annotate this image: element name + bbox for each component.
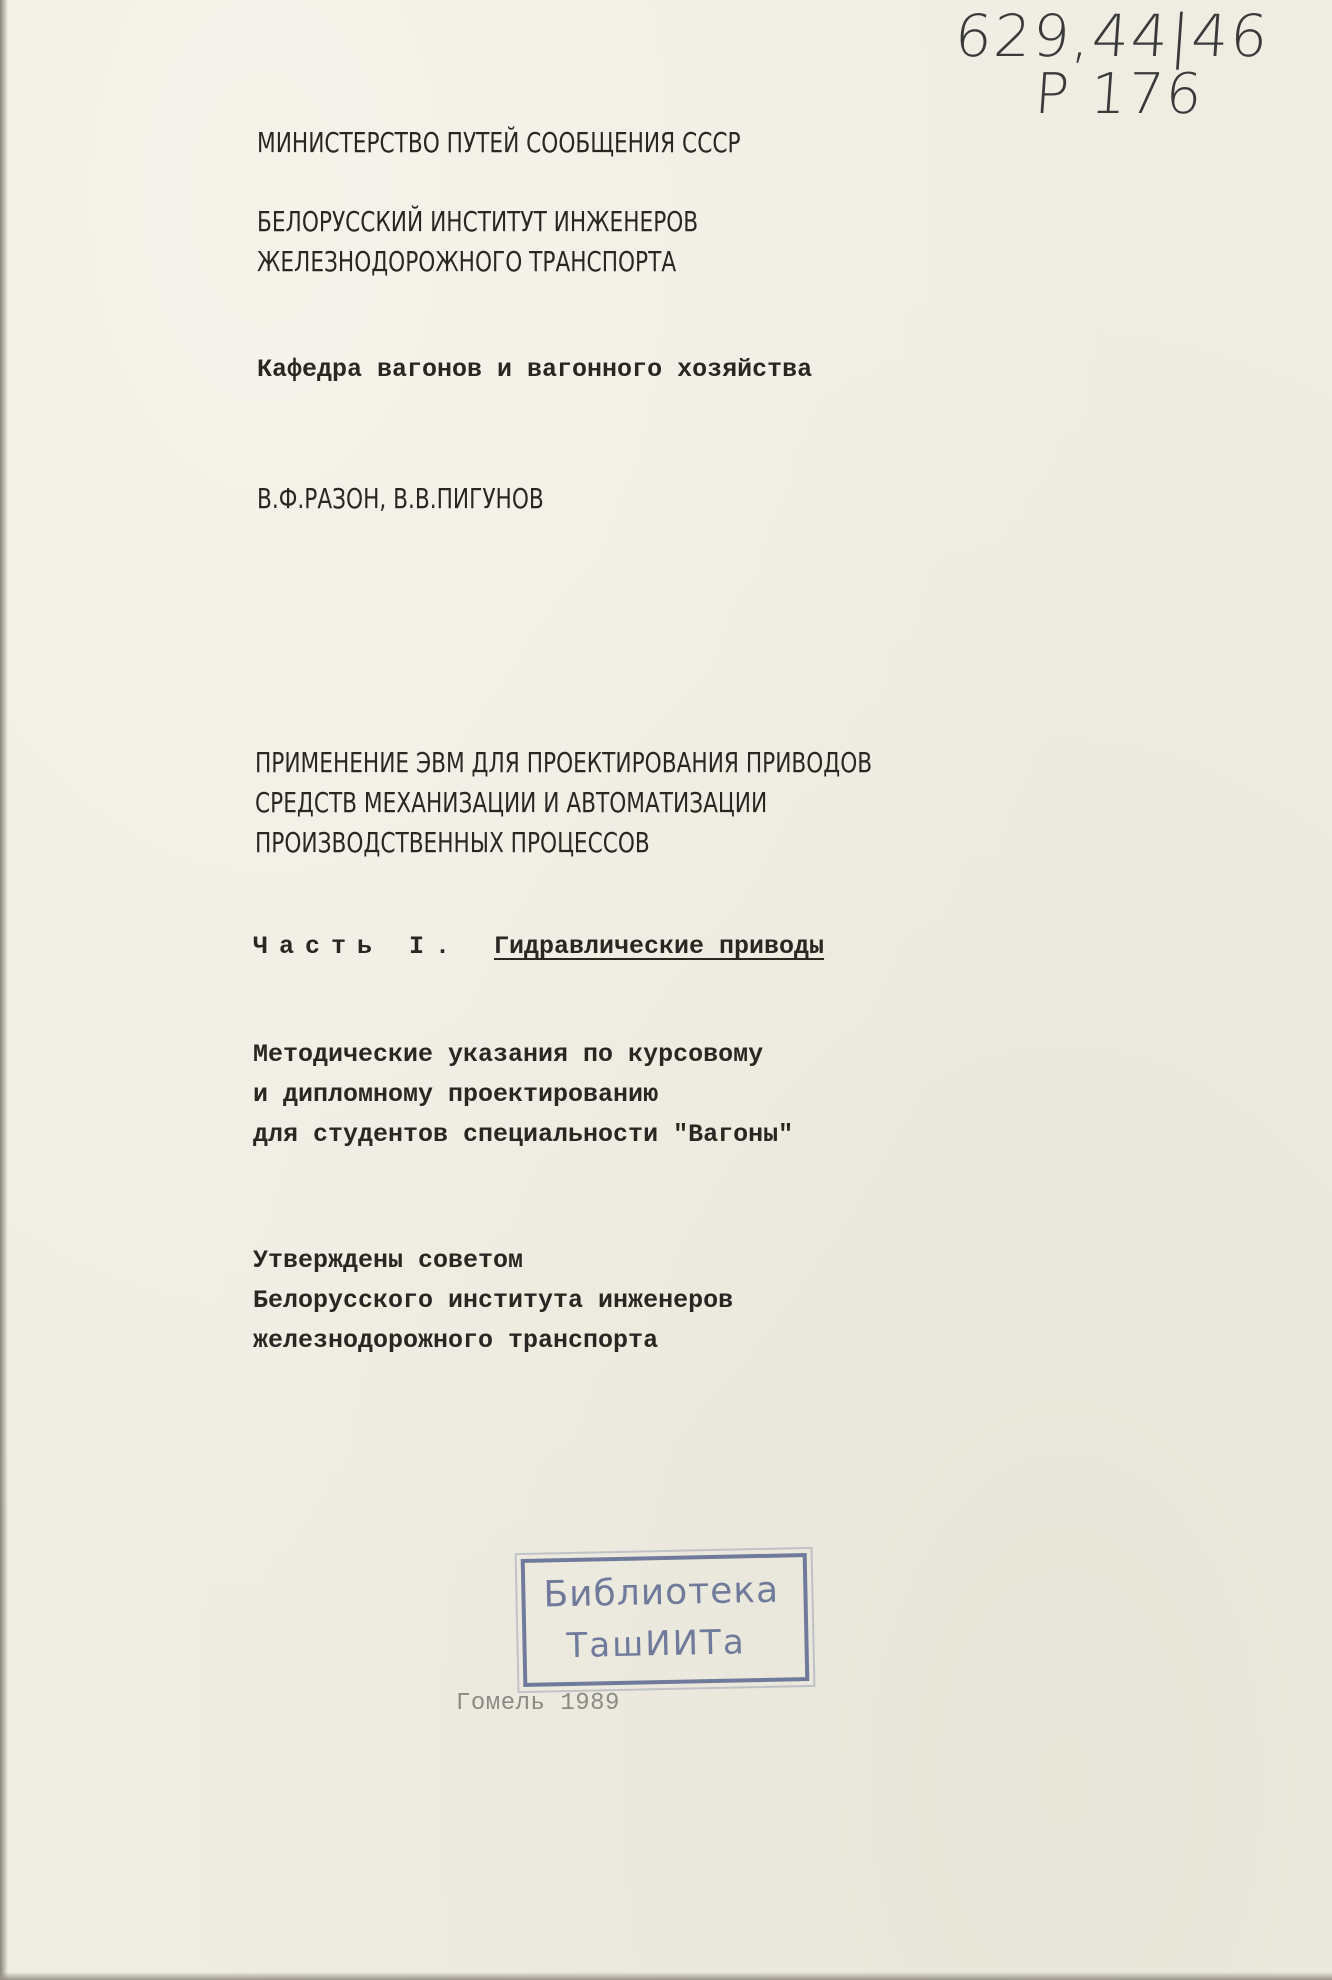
guidelines-line1: Методические указания по курсовому: [253, 1040, 764, 1069]
library-stamp: [521, 1553, 810, 1687]
part-label: Часть I.: [253, 932, 462, 961]
guidelines-line3: для студентов специальности "Вагоны": [253, 1120, 794, 1149]
city-year: Гомель 1989: [456, 1690, 620, 1717]
title-line1: ПРИМЕНЕНИЕ ЭВМ ДЛЯ ПРОЕКТИРОВАНИЯ ПРИВОДОВ: [255, 746, 873, 779]
handwritten-shelfmark-line2: Р 176: [1032, 62, 1206, 127]
institute-name-line1: БЕЛОРУССКИЙ ИНСТИТУТ ИНЖЕНЕРОВ: [257, 205, 699, 238]
authors: В.Ф.РАЗОН, В.В.ПИГУНОВ: [257, 482, 544, 515]
title-line3: ПРОИЗВОДСТВЕННЫХ ПРОЦЕССОВ: [255, 826, 650, 859]
approval-line3: железнодорожного транспорта: [253, 1326, 659, 1355]
stamp-line2: ТашИИТа: [566, 1622, 747, 1667]
guidelines-line2: и дипломному проектированию: [253, 1080, 659, 1109]
part-subject: Гидравлические приводы: [494, 932, 825, 961]
handwritten-shelfmark-line1: 629,44|46: [952, 2, 1272, 70]
approval-line2: Белорусского института инженеров: [253, 1286, 734, 1315]
page-edge-shadow-bottom: [0, 1972, 1332, 1980]
page-edge-shadow-left: [0, 0, 8, 1980]
approval-line1: Утверждены советом: [253, 1246, 524, 1275]
ministry-name: МИНИСТЕРСТВО ПУТЕЙ СООБЩЕНИЯ СССР: [257, 126, 741, 159]
department-name: Кафедра вагонов и вагонного хозяйства: [257, 355, 813, 384]
title-line2: СРЕДСТВ МЕХАНИЗАЦИИ И АВТОМАТИЗАЦИИ: [255, 786, 768, 819]
institute-name-line2: ЖЕЛЕЗНОДОРОЖНОГО ТРАНСПОРТА: [257, 245, 677, 278]
stamp-line1: Библиотека: [543, 1569, 780, 1616]
